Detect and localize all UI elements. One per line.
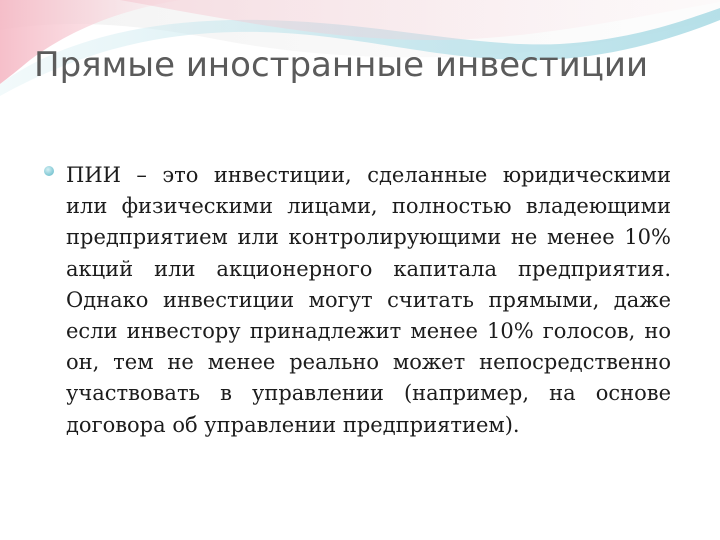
bullet-icon xyxy=(44,166,54,176)
list-item xyxy=(44,160,671,441)
bullet-list xyxy=(44,160,671,441)
page-title: Прямые иностранные инвестиции xyxy=(34,45,649,85)
bullet-text: ПИИ – это инвестиции, сделанные юридическими или физическими лицами, полностью владеющими предприятием или контролирующими не менее 10% акций или акционерного капитала предприятия. Однако инвестиции могут считать прямыми, даже если инвестору принадлежит менее 10% голосов, но он, тем не менее реально может непосредственно участвовать в управлении (например, на основе договора об управлении предприятием). xyxy=(66,163,671,437)
